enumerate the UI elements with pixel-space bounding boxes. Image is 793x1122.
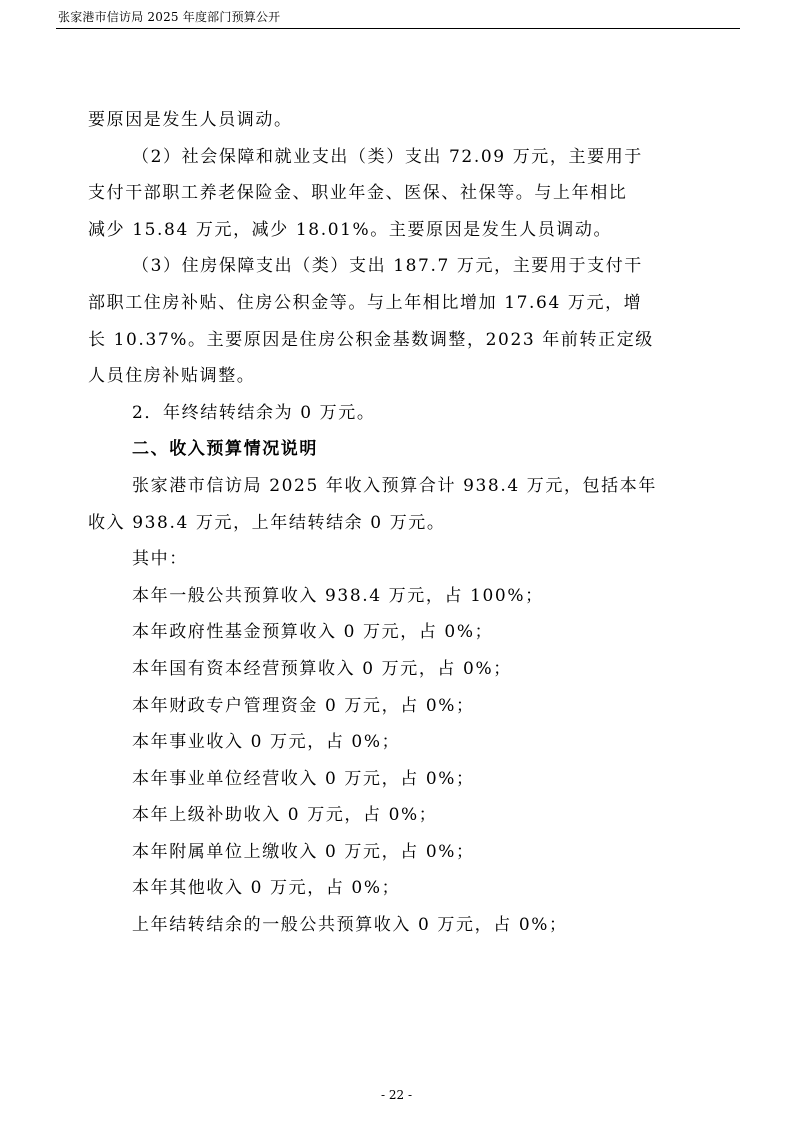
paragraph-line: 人员住房补贴调整。 [88,366,256,387]
paragraph-line: 要原因是发生人员调动。 [88,110,293,130]
paragraph-line: 长 10.37%。主要原因是住房公积金基数调整，2023 年前转正定级 [88,329,654,350]
paragraph-line: （3）住房保障支出（类）支出 187.7 万元，主要用于支付干 [132,256,643,277]
list-item: 本年政府性基金预算收入 0 万元，占 0%； [132,622,494,643]
section-heading: 二、收入预算情况说明 [132,439,318,460]
running-header: 张家港市信访局 2025 年度部门预算公开 [58,10,281,24]
paragraph-line: 收入 938.4 万元，上年结转结余 0 万元。 [88,512,446,533]
paragraph-line: 2．年终结转结余为 0 万元。 [132,402,376,423]
list-item: 本年国有资本经营预算收入 0 万元，占 0%； [132,658,512,679]
page-number: - 22 - [380,1088,412,1102]
header-divider [56,28,740,29]
paragraph-line: 减少 15.84 万元，减少 18.01%。主要原因是发生人员调动。 [88,219,613,240]
paragraph-line: 部职工住房补贴、住房公积金等。与上年相比增加 17.64 万元，增 [88,292,643,313]
list-item: 本年附属单位上缴收入 0 万元，占 0%； [132,841,475,862]
paragraph-line: 其中： [132,549,188,570]
paragraph-line: 支付干部职工养老保险金、职业年金、医保、社保等。与上年相比 [88,183,628,204]
document-body [88,102,720,944]
paragraph-line: 张家港市信访局 2025 年收入预算合计 938.4 万元，包括本年 [132,475,657,496]
list-item: 本年事业收入 0 万元，占 0%； [132,732,401,753]
paragraph-line: （2）社会保障和就业支出（类）支出 72.09 万元，主要用于 [132,146,643,167]
list-item: 本年事业单位经营收入 0 万元，占 0%； [132,768,475,789]
list-item: 本年一般公共预算收入 938.4 万元，占 100%； [132,585,544,606]
list-item: 本年其他收入 0 万元，占 0%； [132,878,401,899]
list-item: 本年上级补助收入 0 万元，占 0%； [132,805,438,826]
list-item: 上年结转结余的一般公共预算收入 0 万元，占 0%； [132,915,568,936]
list-item: 本年财政专户管理资金 0 万元，占 0%； [132,695,475,716]
